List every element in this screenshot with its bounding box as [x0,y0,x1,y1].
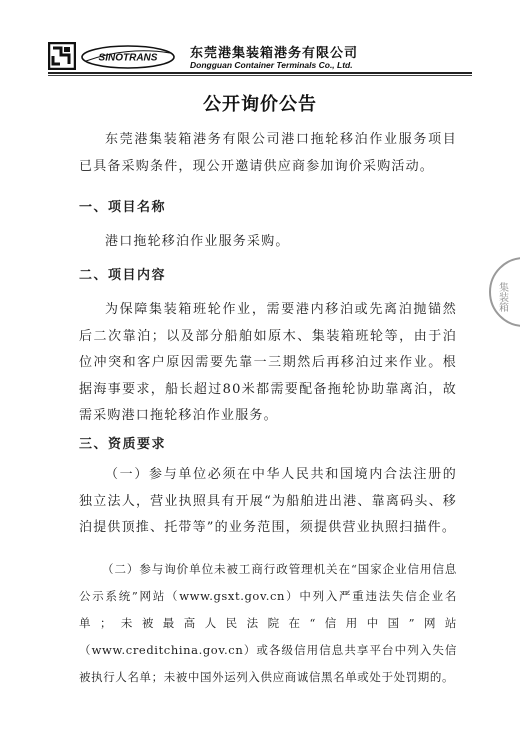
page-title: 公开询价公告 [203,94,317,115]
company-name-cn: 东莞港集装箱港务有限公司 [190,46,359,61]
intro-paragraph: 东莞港集装箱港务有限公司港口拖轮移泊作业服务项目已具备采购条件，现公开邀请供应商参加询价采购活动。 [79,132,457,174]
company-name-en: Dongguan Container Terminals Co., Ltd. [190,60,353,70]
header-rule [48,72,472,74]
section-2-heading: 二、项目内容 [79,268,167,283]
section-3-heading: 三、资质要求 [79,437,167,452]
section-3-item-1: （一）参与单位必须在中华人民共和国境内合法注册的独立法人，营业执照具有开展“为船舶进出港、靠离码头、移泊提供顶推、托带等”的业务范围，须提供营业执照扫描件。 [79,467,457,535]
letterhead [48,36,468,76]
sinotrans-logo-icon [80,44,176,70]
section-1-body: 港口拖轮移泊作业服务采购。 [105,234,290,249]
company-seal-icon [484,252,520,332]
dongguan-port-logo-icon [48,42,76,70]
section-3-item-2: （二）参与询价单位未被工商行政管理机关在“国家企业信用信息公示系统”网站（www.gsxt.gov.cn）中列入严重违法失信企业名单；未被最高人民法院在“信用中国”网站（www.creditchina.gov.cn）或各级信用信息共享平台中列入失信被执行人名单；未被中国外运列入供应商诚信黑名单或处于处罚期的。 [79,562,457,684]
section-1-heading: 一、项目名称 [79,200,167,215]
section-2-body: 为保障集装箱班轮作业，需要港内移泊或先离泊抛锚然后二次靠泊；以及部分船舶如原木、集装箱班轮等，由于泊位冲突和客户原因需要先靠一三期然后再移泊过来作业。根据海事要求，船长超过80米都需要配备拖轮协助靠离泊，故需采购港口拖轮移泊作业服务。 [79,302,457,423]
svg-text:集装箱: 集装箱 [496,282,508,312]
header-rule-thin [48,75,472,76]
svg-text:SINOTRANS: SINOTRANS [98,52,158,64]
